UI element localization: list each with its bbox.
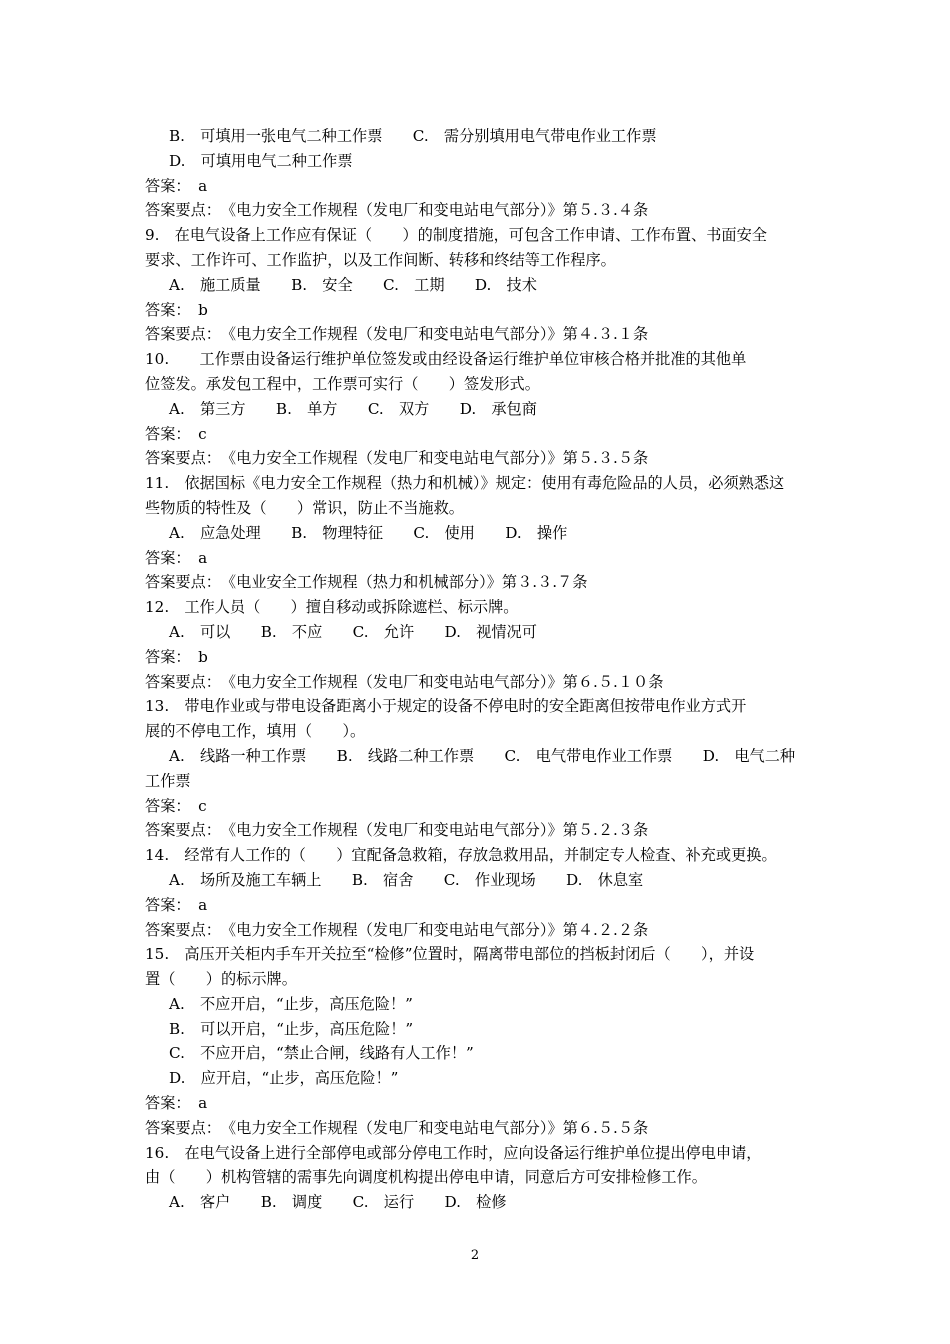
answer: 答案： a xyxy=(145,176,208,195)
option-line: A. 可以 B. 不应 C. 允许 D. 视情况可 xyxy=(169,622,537,641)
question-stem: 12. 工作人员（ ）擅自移动或拆除遮栏、标示牌。 xyxy=(145,598,519,617)
option-line: A. 场所及施工车辆上 B. 宿舍 C. 作业现场 D. 休息室 xyxy=(169,870,644,889)
answer-key-point: 答案要点： 《电力安全工作规程（发电厂和变电站电气部分）》第５.３.４条 xyxy=(145,201,649,220)
question-stem: 些物质的特性及（ ）常识，防止不当施救。 xyxy=(145,498,464,517)
question-stem: 要求、工作许可、工作监护，以及工作间断、转移和终结等工作程序。 xyxy=(145,250,616,269)
option-line: D. 可填用电气二种工作票 xyxy=(169,151,353,170)
question-stem: 位签发。承发包工程中，工作票可实行（ ）签发形式。 xyxy=(145,374,540,393)
question-stem: 10. 工作票由设备运行维护单位签发或由经设备运行维护单位审核合格并批准的其他单 xyxy=(145,350,747,369)
option-line: C. 不应开启，“禁止合闸，线路有人工作！” xyxy=(169,1044,474,1063)
answer: 答案： c xyxy=(145,796,207,815)
page-number: 2 xyxy=(470,1248,480,1263)
answer-key-point: 答案要点： 《电力安全工作规程（发电厂和变电站电气部分）》第４.２.２条 xyxy=(145,920,649,939)
option-line: D. 应开启，“止步，高压危险！” xyxy=(169,1069,399,1088)
option-line: A. 不应开启，“止步，高压危险！” xyxy=(169,994,413,1013)
answer-key-point: 答案要点： 《电力安全工作规程（发电厂和变电站电气部分）》第６.５.５条 xyxy=(145,1118,649,1137)
answer-key-point: 答案要点： 《电业安全工作规程（热力和机械部分）》第３.３.７条 xyxy=(145,573,588,592)
question-stem: 11. 依据国标《电力安全工作规程（热力和机械）》规定：使用有毒危险品的人员，必须熟悉这 xyxy=(145,474,785,493)
question-stem: 9. 在电气设备上工作应有保证（ ）的制度措施，可包含工作申请、工作布置、书面安全 xyxy=(145,226,767,245)
question-stem: 由（ ）机构管辖的需事先向调度机构提出停电申请，同意后方可安排检修工作。 xyxy=(145,1168,707,1187)
answer-key-point: 答案要点： 《电力安全工作规程（发电厂和变电站电气部分）》第４.３.１条 xyxy=(145,325,649,344)
option-line: A. 施工质量 B. 安全 C. 工期 D. 技术 xyxy=(169,275,537,294)
question-stem: 15. 高压开关柜内手车开关拉至“检修”位置时，隔离带电部位的挡板封闭后（ ），并设 xyxy=(145,945,755,964)
answer: 答案： b xyxy=(145,647,208,666)
question-stem: 13. 带电作业或与带电设备距离小于规定的设备不停电时的安全距离但按带电作业方式开 xyxy=(145,697,747,716)
question-stem: 14. 经常有人工作的（ ）宜配备急救箱，存放急救用品，并制定专人检查、补充或更换。 xyxy=(145,846,777,865)
option-line: A. 线路一种工作票 B. 线路二种工作票 C. 电气带电作业工作票 D. 电气二种 xyxy=(169,746,796,765)
answer-key-point: 答案要点： 《电力安全工作规程（发电厂和变电站电气部分）》第５.３.５条 xyxy=(145,449,649,468)
question-stem: 16. 在电气设备上进行全部停电或部分停电工作时，应向设备运行维护单位提出停电申请， xyxy=(145,1143,762,1162)
option-line: A. 第三方 B. 单方 C. 双方 D. 承包商 xyxy=(169,399,537,418)
answer: 答案： b xyxy=(145,300,208,319)
option-line: B. 可填用一张电气二种工作票 C. 需分别填用电气带电作业工作票 xyxy=(169,127,657,145)
answer: 答案： a xyxy=(145,895,208,914)
option-line: A. 应急处理 B. 物理特征 C. 使用 D. 操作 xyxy=(169,523,568,542)
question-stem: 展的不停电工作，填用（ ）。 xyxy=(145,722,366,741)
answer-key-point: 答案要点： 《电力安全工作规程（发电厂和变电站电气部分）》第６.５.１０条 xyxy=(145,672,664,691)
answer: 答案： a xyxy=(145,548,208,567)
answer: 答案： a xyxy=(145,1094,208,1113)
question-list xyxy=(145,124,825,1215)
answer: 答案： c xyxy=(145,424,207,443)
option-line-wrap: 工作票 xyxy=(145,771,191,790)
answer-key-point: 答案要点： 《电力安全工作规程（发电厂和变电站电气部分）》第５.２.３条 xyxy=(145,821,649,840)
option-line: B. 可以开启，“止步，高压危险！” xyxy=(169,1019,414,1038)
question-stem: 置（ ）的标示牌。 xyxy=(145,970,297,989)
option-line: A. 客户 B. 调度 C. 运行 D. 检修 xyxy=(169,1193,507,1212)
